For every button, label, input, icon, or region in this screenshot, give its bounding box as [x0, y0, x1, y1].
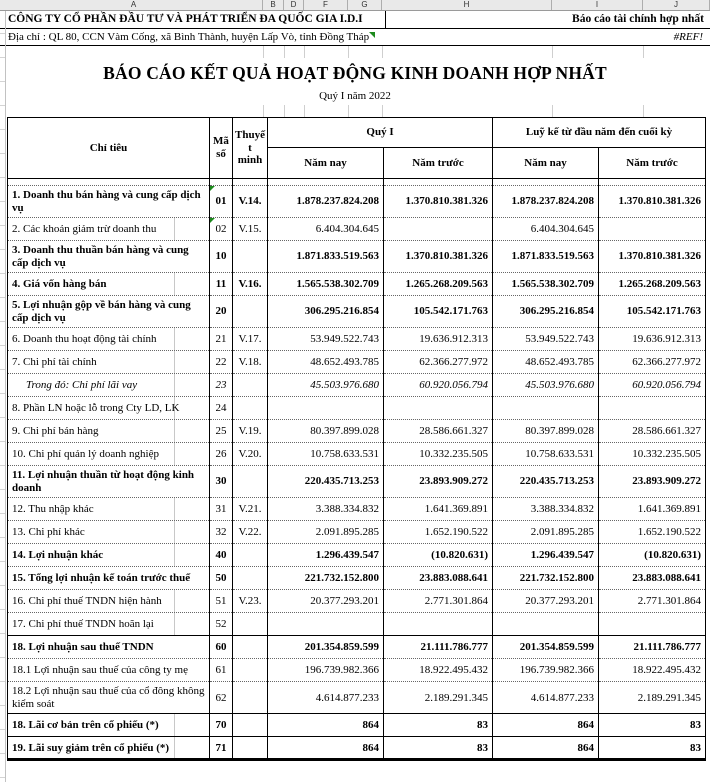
- cell-code[interactable]: 52: [210, 613, 233, 636]
- table-row: [8, 714, 706, 737]
- header-quy-nam-truoc[interactable]: Năm trước: [384, 148, 493, 179]
- column-letter-F[interactable]: F: [304, 0, 348, 10]
- header-thuyet-minh[interactable]: Thuyết minh: [233, 118, 268, 179]
- cell-label[interactable]: 11. Lợi nhuận thuần từ hoạt động kinh doanh: [8, 466, 210, 498]
- report-period[interactable]: Quý I năm 2022: [319, 90, 391, 102]
- cell-label[interactable]: 15. Tổng lợi nhuận kế toán trước thuế: [8, 567, 210, 590]
- cell-label[interactable]: 13. Chi phí khác: [8, 521, 210, 544]
- cell-label[interactable]: 1. Doanh thu bán hàng và cung cấp dịch vụ: [8, 186, 210, 218]
- cell-note-ref[interactable]: [233, 636, 268, 659]
- cell-ytd-current[interactable]: 1.296.439.547: [493, 544, 599, 567]
- cell-ytd-current[interactable]: 220.435.713.253: [493, 466, 599, 498]
- cell-quarter-current[interactable]: 1.296.439.547: [268, 544, 384, 567]
- cell-note-ref[interactable]: [233, 296, 268, 328]
- cell-quarter-current[interactable]: 80.397.899.028: [268, 420, 384, 443]
- cell-label[interactable]: 19. Lãi suy giảm trên cổ phiếu (*): [8, 737, 210, 760]
- cell-ytd-current[interactable]: 201.354.859.599: [493, 636, 599, 659]
- table-row: [8, 186, 706, 218]
- cell-code[interactable]: 22: [210, 351, 233, 374]
- cell-quarter-prior[interactable]: 28.586.661.327: [384, 420, 493, 443]
- cell-quarter-current[interactable]: 53.949.522.743: [268, 328, 384, 351]
- cell-quarter-prior[interactable]: 1.652.190.522: [384, 521, 493, 544]
- cell-ytd-current[interactable]: 80.397.899.028: [493, 420, 599, 443]
- column-letter-B[interactable]: B: [263, 0, 284, 10]
- cell-ytd-prior[interactable]: (10.820.631): [599, 544, 706, 567]
- cell-quarter-current[interactable]: 2.091.895.285: [268, 521, 384, 544]
- table-row: [8, 659, 706, 682]
- cell-quarter-current[interactable]: 20.377.293.201: [268, 590, 384, 613]
- table-row: [8, 420, 706, 443]
- column-letter-H[interactable]: H: [382, 0, 552, 10]
- spacer-row: [8, 179, 706, 186]
- cell-ytd-prior[interactable]: 1.370.810.381.326: [599, 241, 706, 273]
- cell-quarter-current[interactable]: 6.404.304.645: [268, 218, 384, 241]
- cell-code[interactable]: 30: [210, 466, 233, 498]
- cell-ytd-prior[interactable]: 1.652.190.522: [599, 521, 706, 544]
- table-row: [8, 296, 706, 328]
- cell-label[interactable]: 18.1 Lợi nhuận sau thuế của công ty mẹ: [8, 659, 210, 682]
- cell-label[interactable]: 14. Lợi nhuận khác: [8, 544, 210, 567]
- cell-ytd-current[interactable]: 10.758.633.531: [493, 443, 599, 466]
- row-margin-strip: [0, 10, 6, 782]
- cell-quarter-prior[interactable]: 105.542.171.763: [384, 296, 493, 328]
- cell-quarter-current[interactable]: 220.435.713.253: [268, 466, 384, 498]
- cell-note-ref[interactable]: [233, 374, 268, 397]
- cell-ytd-prior[interactable]: 23.893.909.272: [599, 466, 706, 498]
- cell-note-ref[interactable]: [233, 466, 268, 498]
- cell-note-ref[interactable]: V.15.: [233, 218, 268, 241]
- cell-note-ref[interactable]: [233, 737, 268, 760]
- header-luyke-nam-truoc[interactable]: Năm trước: [599, 148, 706, 179]
- table-row: [8, 567, 706, 590]
- cell-quarter-prior[interactable]: 10.332.235.505: [384, 443, 493, 466]
- cell-note-ref[interactable]: V.14.: [233, 186, 268, 218]
- cell-quarter-current[interactable]: 864: [268, 714, 384, 737]
- cell-label[interactable]: 10. Chi phí quản lý doanh nghiệp: [8, 443, 210, 466]
- cell-ytd-current[interactable]: 20.377.293.201: [493, 590, 599, 613]
- cell-code[interactable]: 62: [210, 682, 233, 714]
- cell-quarter-prior[interactable]: 83: [384, 714, 493, 737]
- cell-label[interactable]: 7. Chi phí tài chính: [8, 351, 210, 374]
- sheet-address-row: [0, 29, 710, 46]
- cell-note-ref[interactable]: V.20.: [233, 443, 268, 466]
- cell-code[interactable]: 71: [210, 737, 233, 760]
- cell-label[interactable]: 18. Lợi nhuận sau thuế TNDN: [8, 636, 210, 659]
- cell-code[interactable]: 24: [210, 397, 233, 420]
- cell-quarter-prior[interactable]: 83: [384, 737, 493, 760]
- cell-code[interactable]: 31: [210, 498, 233, 521]
- cell-ytd-current[interactable]: 2.091.895.285: [493, 521, 599, 544]
- cell-ytd-prior[interactable]: 1.641.369.891: [599, 498, 706, 521]
- cell-ytd-current[interactable]: 45.503.976.680: [493, 374, 599, 397]
- cell-quarter-prior[interactable]: 18.922.495.432: [384, 659, 493, 682]
- cell-quarter-prior[interactable]: 21.111.786.777: [384, 636, 493, 659]
- cell-quarter-current[interactable]: 45.503.976.680: [268, 374, 384, 397]
- table-row: [8, 443, 706, 466]
- cell-quarter-prior[interactable]: 1.641.369.891: [384, 498, 493, 521]
- table-row: [8, 328, 706, 351]
- table-row: [8, 737, 706, 760]
- cell-quarter-current[interactable]: 306.295.216.854: [268, 296, 384, 328]
- cell-ytd-prior[interactable]: 1.370.810.381.326: [599, 186, 706, 218]
- cell-code[interactable]: 20: [210, 296, 233, 328]
- cell-quarter-current[interactable]: 10.758.633.531: [268, 443, 384, 466]
- cell-ytd-current[interactable]: [493, 613, 599, 636]
- cell-code[interactable]: 21: [210, 328, 233, 351]
- cell-code[interactable]: 10: [210, 241, 233, 273]
- empty-grid-row: [0, 46, 710, 58]
- cell-ytd-prior[interactable]: 83: [599, 737, 706, 760]
- cell-code[interactable]: 01: [210, 186, 233, 218]
- cell-ytd-prior[interactable]: [599, 397, 706, 420]
- table-row: [8, 466, 706, 498]
- cell-note-ref[interactable]: [233, 659, 268, 682]
- cell-quarter-prior[interactable]: 2.771.301.864: [384, 590, 493, 613]
- cell-label[interactable]: 17. Chi phí thuế TNDN hoãn lại: [8, 613, 210, 636]
- column-header-strip: [0, 0, 710, 11]
- cell-quarter-prior[interactable]: 2.189.291.345: [384, 682, 493, 714]
- column-letter-J[interactable]: J: [643, 0, 710, 10]
- cell-label[interactable]: 8. Phần LN hoặc lỗ trong Cty LD, LK: [8, 397, 210, 420]
- cell-ytd-prior[interactable]: 28.586.661.327: [599, 420, 706, 443]
- company-name[interactable]: CÔNG TY CỔ PHẦN ĐẦU TƯ VÀ PHÁT TRIỂN ĐA QUỐC GIA I.D.I: [8, 13, 363, 25]
- cell-note-ref[interactable]: [233, 714, 268, 737]
- cell-ytd-current[interactable]: 6.404.304.645: [493, 218, 599, 241]
- cell-quarter-prior[interactable]: 19.636.912.313: [384, 328, 493, 351]
- cell-label[interactable]: 5. Lợi nhuận gộp về bán hàng và cung cấp dịch vụ: [8, 296, 210, 328]
- cell-quarter-current[interactable]: 221.732.152.800: [268, 567, 384, 590]
- table-row: [8, 521, 706, 544]
- cell-code[interactable]: 32: [210, 521, 233, 544]
- cell-code[interactable]: 40: [210, 544, 233, 567]
- table-row: [8, 613, 706, 636]
- cell-label[interactable]: 18.2 Lợi nhuận sau thuế của cổ đông không kiểm soát: [8, 682, 210, 714]
- cell-ytd-prior[interactable]: 23.883.088.641: [599, 567, 706, 590]
- income-statement-table: [7, 117, 706, 761]
- cell-quarter-current[interactable]: 864: [268, 737, 384, 760]
- header-quy-i[interactable]: Quý I: [268, 118, 493, 148]
- cell-label[interactable]: 9. Chi phí bán hàng: [8, 420, 210, 443]
- cell-ytd-current[interactable]: 221.732.152.800: [493, 567, 599, 590]
- table-row: [8, 544, 706, 567]
- table-row: [8, 590, 706, 613]
- cell-ytd-prior[interactable]: 21.111.786.777: [599, 636, 706, 659]
- cell-code[interactable]: 25: [210, 420, 233, 443]
- cell-label[interactable]: 16. Chi phí thuế TNDN hiện hành: [8, 590, 210, 613]
- cell-note-ref[interactable]: [233, 613, 268, 636]
- cell-quarter-current[interactable]: 48.652.493.785: [268, 351, 384, 374]
- table-header-row: [8, 118, 706, 148]
- cell-code[interactable]: 51: [210, 590, 233, 613]
- cell-ytd-current[interactable]: 864: [493, 737, 599, 760]
- cell-note-ref[interactable]: V.21.: [233, 498, 268, 521]
- table-row: [8, 351, 706, 374]
- cell-ytd-current[interactable]: 4.614.877.233: [493, 682, 599, 714]
- cell-code[interactable]: 61: [210, 659, 233, 682]
- header-quy-nam-nay[interactable]: Năm nay: [268, 148, 384, 179]
- cell-quarter-current[interactable]: 201.354.859.599: [268, 636, 384, 659]
- sheet-header-row: [0, 10, 710, 29]
- cell-quarter-current[interactable]: [268, 613, 384, 636]
- cell-quarter-prior[interactable]: 1.265.268.209.563: [384, 273, 493, 296]
- cell-ytd-current[interactable]: 1.565.538.302.709: [493, 273, 599, 296]
- cell-warning-indicator-icon: [210, 218, 215, 223]
- empty-grid-row: [0, 105, 710, 117]
- cell-ytd-current[interactable]: 3.388.334.832: [493, 498, 599, 521]
- cell-ytd-prior[interactable]: 62.366.277.972: [599, 351, 706, 374]
- cell-ytd-prior[interactable]: 105.542.171.763: [599, 296, 706, 328]
- cell-quarter-prior[interactable]: 62.366.277.972: [384, 351, 493, 374]
- cell-label[interactable]: Trong đó: Chi phí lãi vay: [8, 374, 210, 397]
- cell-label[interactable]: 2. Các khoản giảm trừ doanh thu: [8, 218, 210, 241]
- cell-ytd-prior[interactable]: 60.920.056.794: [599, 374, 706, 397]
- table-row: [8, 682, 706, 714]
- ref-error-cell[interactable]: #REF!: [673, 31, 703, 43]
- cell-quarter-current[interactable]: [268, 397, 384, 420]
- cell-warning-indicator-icon: [210, 186, 215, 191]
- cell-note-ref[interactable]: [233, 682, 268, 714]
- table-row: [8, 498, 706, 521]
- cell-code[interactable]: 60: [210, 636, 233, 659]
- cell-ytd-prior[interactable]: 2.771.301.864: [599, 590, 706, 613]
- cell-note-ref[interactable]: V.22.: [233, 521, 268, 544]
- cell-label[interactable]: 3. Doanh thu thuần bán hàng và cung cấp dịch vụ: [8, 241, 210, 273]
- cell-code[interactable]: 50: [210, 567, 233, 590]
- column-letter-G[interactable]: G: [348, 0, 382, 10]
- cell-note-ref[interactable]: [233, 567, 268, 590]
- cell-quarter-current[interactable]: 4.614.877.233: [268, 682, 384, 714]
- cell-ytd-current[interactable]: 1.871.833.519.563: [493, 241, 599, 273]
- cell-ytd-prior[interactable]: 18.922.495.432: [599, 659, 706, 682]
- table-row: [8, 241, 706, 273]
- cell-note-ref[interactable]: [233, 241, 268, 273]
- cell-quarter-current[interactable]: 196.739.982.366: [268, 659, 384, 682]
- table-row: [8, 636, 706, 659]
- cell-ytd-current[interactable]: 48.652.493.785: [493, 351, 599, 374]
- cell-quarter-prior[interactable]: [384, 397, 493, 420]
- header-luyke-nam-nay[interactable]: Năm nay: [493, 148, 599, 179]
- column-letter-D[interactable]: D: [284, 0, 304, 10]
- column-letter-I[interactable]: I: [552, 0, 643, 10]
- cell-note-ref[interactable]: V.16.: [233, 273, 268, 296]
- report-title[interactable]: BÁO CÁO KẾT QUẢ HOẠT ĐỘNG KINH DOANH HỢP NHẤT: [103, 63, 607, 83]
- cell-label[interactable]: 18. Lãi cơ bản trên cổ phiếu (*): [8, 714, 210, 737]
- cell-code[interactable]: 26: [210, 443, 233, 466]
- cell-note-ref[interactable]: [233, 544, 268, 567]
- table-row: [8, 397, 706, 420]
- cell-note-ref[interactable]: [233, 397, 268, 420]
- cell-quarter-prior[interactable]: [384, 613, 493, 636]
- cell-code[interactable]: 70: [210, 714, 233, 737]
- cell-note-ref[interactable]: V.17.: [233, 328, 268, 351]
- cell-ytd-prior[interactable]: 1.265.268.209.563: [599, 273, 706, 296]
- header-luy-ke[interactable]: Luỹ kế từ đầu năm đến cuối kỳ: [493, 118, 706, 148]
- cell-ytd-current[interactable]: 196.739.982.366: [493, 659, 599, 682]
- header-chi-tieu[interactable]: Chỉ tiêu: [8, 118, 210, 179]
- cell-quarter-prior[interactable]: (10.820.631): [384, 544, 493, 567]
- cell-quarter-prior[interactable]: [384, 218, 493, 241]
- cell-note-ref[interactable]: V.18.: [233, 351, 268, 374]
- column-letter-A[interactable]: A: [5, 0, 263, 10]
- cell-note-ref[interactable]: V.19.: [233, 420, 268, 443]
- company-address: Địa chỉ : QL 80, CCN Vàm Cống, xã Bình Thành, huyện Lấp Vò, tỉnh Đồng Tháp: [8, 31, 370, 43]
- report-type-label[interactable]: Báo cáo tài chính hợp nhất: [385, 10, 710, 29]
- table-row: [8, 218, 706, 241]
- cell-ytd-current[interactable]: 306.295.216.854: [493, 296, 599, 328]
- cell-ytd-prior[interactable]: [599, 613, 706, 636]
- cell-quarter-current[interactable]: 1.871.833.519.563: [268, 241, 384, 273]
- cell-quarter-current[interactable]: 3.388.334.832: [268, 498, 384, 521]
- cell-ytd-current[interactable]: 1.878.237.824.208: [493, 186, 599, 218]
- table-row: [8, 374, 706, 397]
- cell-code[interactable]: 11: [210, 273, 233, 296]
- header-ma-so[interactable]: Mã số: [210, 118, 233, 179]
- cell-quarter-prior[interactable]: 1.370.810.381.326: [384, 241, 493, 273]
- cell-code[interactable]: 23: [210, 374, 233, 397]
- cell-ytd-current[interactable]: [493, 397, 599, 420]
- cell-ytd-prior[interactable]: 2.189.291.345: [599, 682, 706, 714]
- cell-label[interactable]: 6. Doanh thu hoạt động tài chính: [8, 328, 210, 351]
- cell-ytd-prior[interactable]: 19.636.912.313: [599, 328, 706, 351]
- cell-quarter-prior[interactable]: 60.920.056.794: [384, 374, 493, 397]
- cell-ytd-current[interactable]: 864: [493, 714, 599, 737]
- cell-label[interactable]: 12. Thu nhập khác: [8, 498, 210, 521]
- cell-quarter-current[interactable]: 1.565.538.302.709: [268, 273, 384, 296]
- cell-note-ref[interactable]: V.23.: [233, 590, 268, 613]
- cell-label[interactable]: 4. Giá vốn hàng bán: [8, 273, 210, 296]
- cell-quarter-prior[interactable]: 23.893.909.272: [384, 466, 493, 498]
- cell-quarter-prior[interactable]: 23.883.088.641: [384, 567, 493, 590]
- cell-code[interactable]: 02: [210, 218, 233, 241]
- cell-ytd-prior[interactable]: 83: [599, 714, 706, 737]
- cell-quarter-prior[interactable]: 1.370.810.381.326: [384, 186, 493, 218]
- cell-quarter-current[interactable]: 1.878.237.824.208: [268, 186, 384, 218]
- cell-ytd-prior[interactable]: 10.332.235.505: [599, 443, 706, 466]
- cell-ytd-current[interactable]: 53.949.522.743: [493, 328, 599, 351]
- table-row: [8, 273, 706, 296]
- cell-ytd-prior[interactable]: [599, 218, 706, 241]
